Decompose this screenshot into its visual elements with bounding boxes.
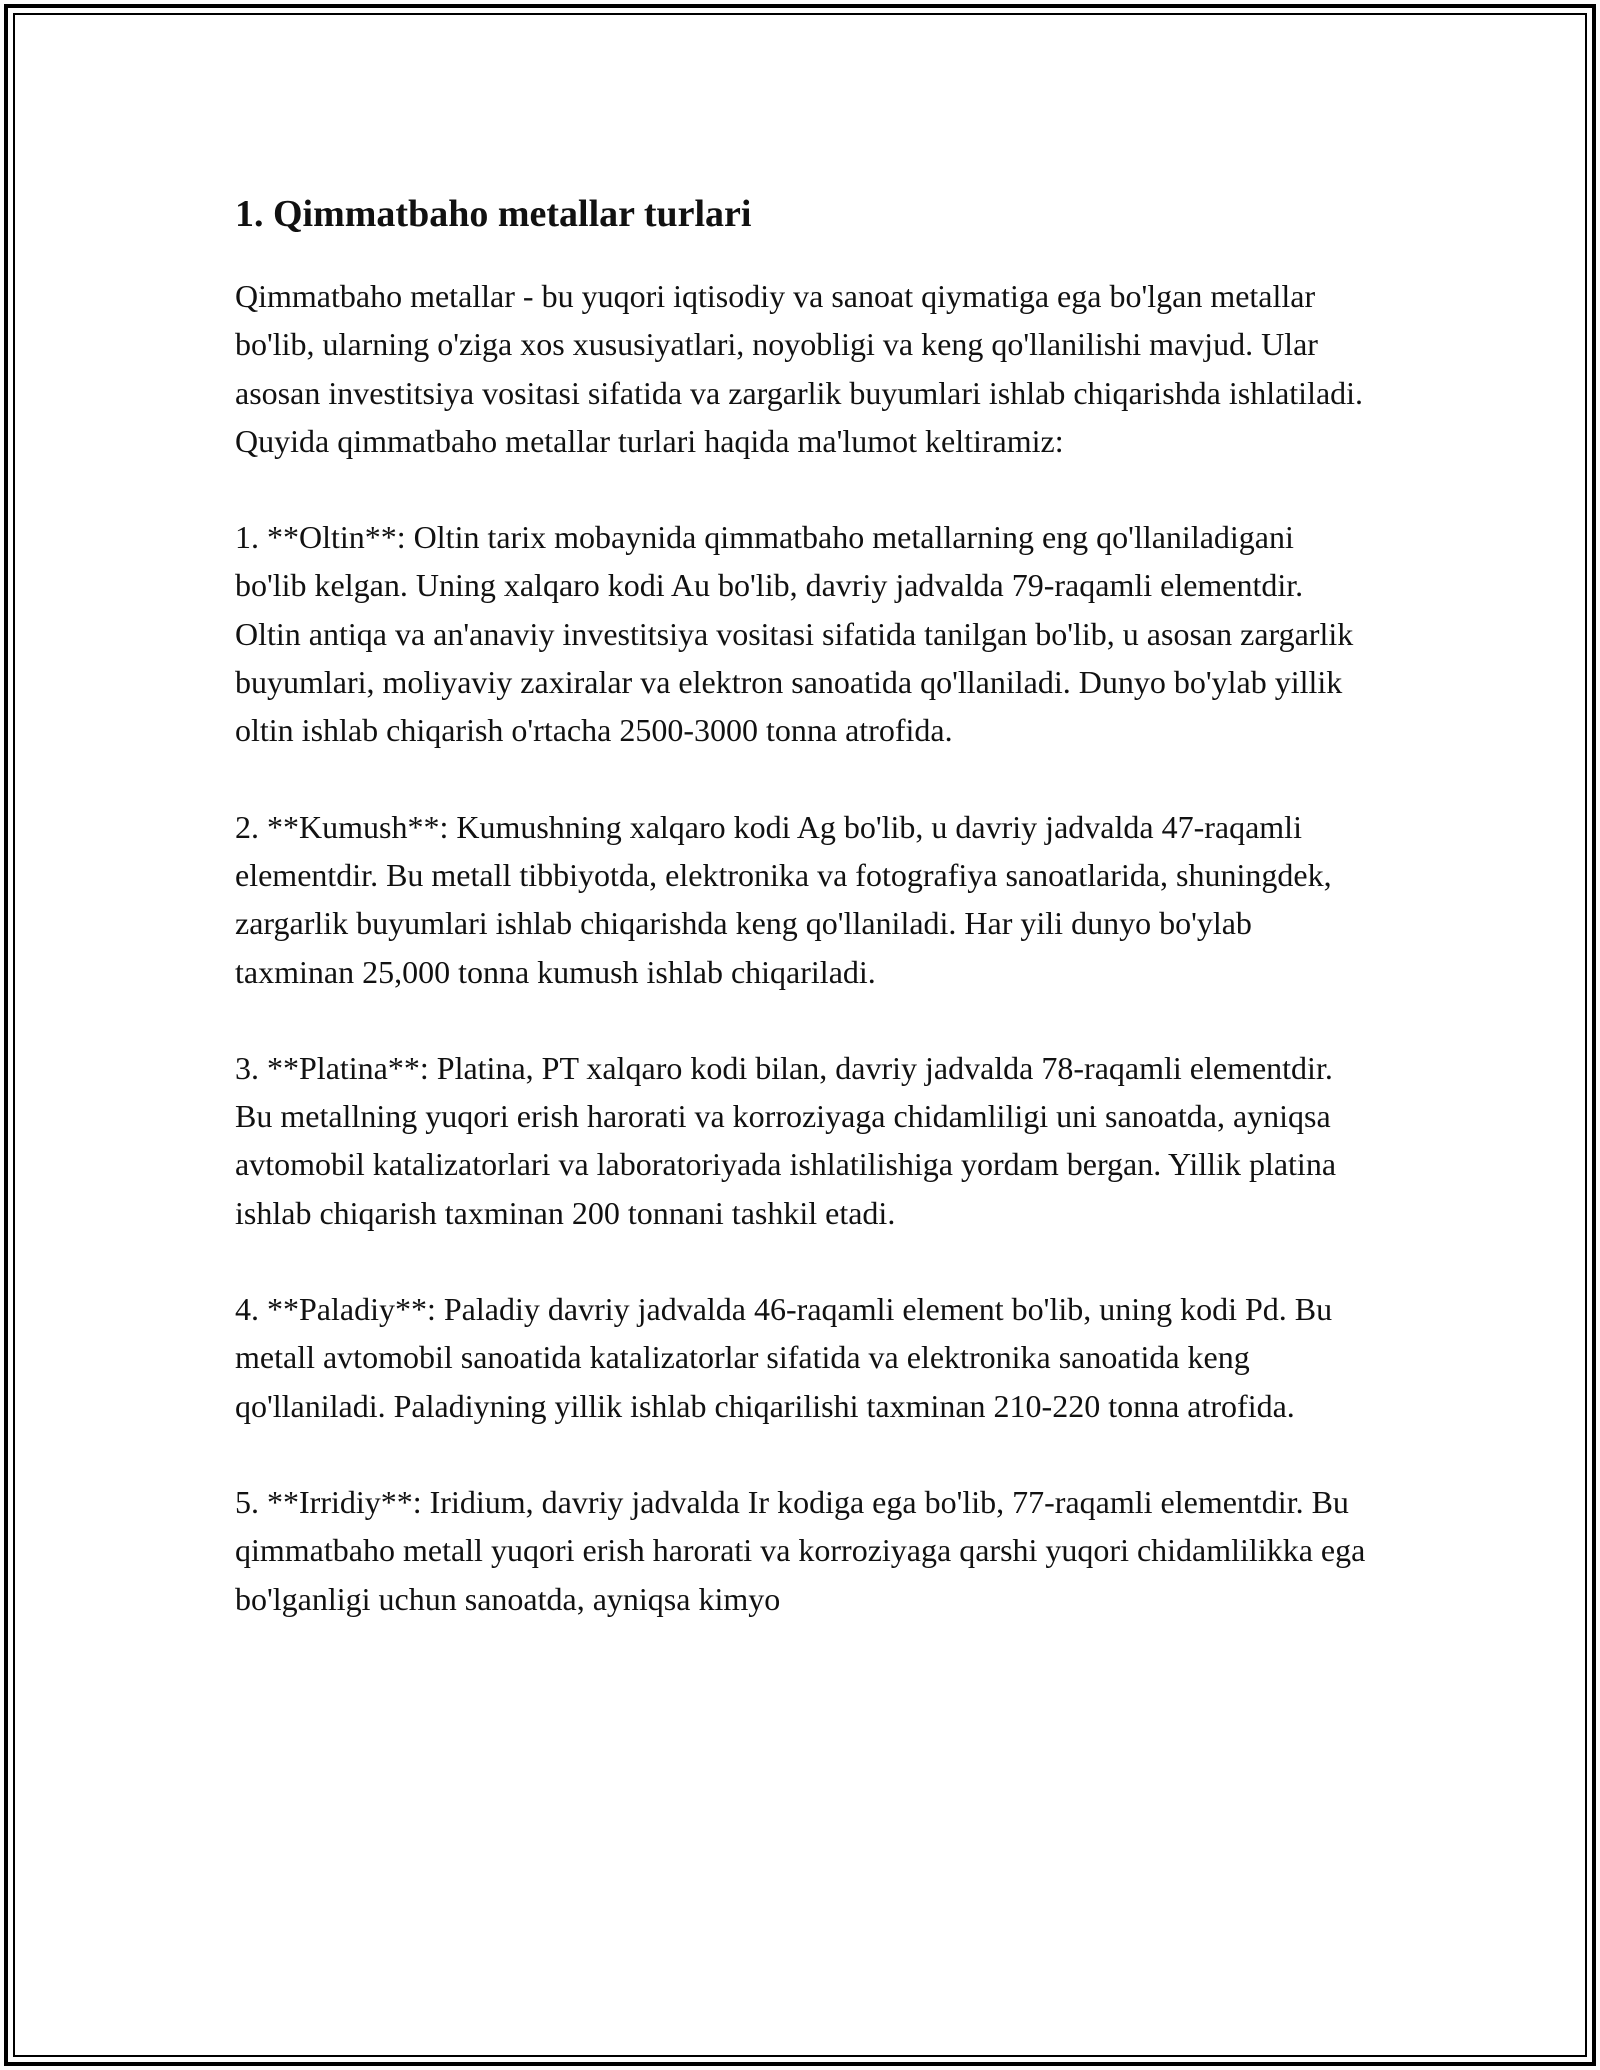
paragraph-iridium: 5. **Irridiy**: Iridium, davriy jadvalda Ir kodiga ega bo'lib, 77-raqamli elementdir. Bu qimmatbaho metall yuqori erish harorati va korroziyaga qarshi yuqori chidamlilikka ega bo'lganligi uchun sanoatda, ayniqsa kimyo xyxy=(235,1483,1366,1617)
intro-paragraph: Qimmatbaho metallar - bu yuqori iqtisodiy va sanoat qiymatiga ega bo'lgan metallar bo'lib, ularning o'ziga xos xususiyatlari, noyobligi va keng qo'llanilishi mavjud. Ular asosan investitsiya vositasi sifatida va zargarlik buyumlari ishlab chiqarishda ishlatiladi. Quyida qimmatbaho metallar turlari haqida ma'lumot keltiramiz: xyxy=(235,278,1364,459)
paragraph-gold: 1. **Oltin**: Oltin tarix mobaynida qimmatbaho metallarning eng qo'llaniladigani bo'lib kelgan. Uning xalqaro kodi Au bo'lib, davriy jadvalda 79-raqamli elementdir. Oltin antiqa va an'anaviy investitsiya vositasi sifatida tanilgan bo'lib, u asosan zargarlik buyumlari, moliyaviy zaxiralar va elektron sanoatida qo'llaniladi. Dunyo bo'ylab yillik oltin ishlab chiqarish o'rtacha 2500-3000 tonna atrofida. xyxy=(235,519,1354,749)
section-heading: 1. Qimmatbaho metallar turlari xyxy=(235,193,752,235)
paragraph-silver: 2. **Kumush**: Kumushning xalqaro kodi Ag bo'lib, u davriy jadvalda 47-raqamli elementdir. Bu metall tibbiyotda, elektronika va fotografiya sanoatlarida, shuningdek, zargarlik buyumlari ishlab chiqarishda keng qo'llaniladi. Har yili dunyo bo'ylab taxminan 25,000 tonna kumush ishlab chiqariladi. xyxy=(235,808,1332,990)
paragraph-platinum: 3. **Platina**: Platina, PT xalqaro kodi bilan, davriy jadvalda 78-raqamli elementdir. Bu metallning yuqori erish harorati va korroziyaga chidamliligi uni sanoatda, ayniqsa avtomobil katalizatorlari va laboratoriyada ishlatilishiga yordam bergan. Yillik platina ishlab chiqarish taxminan 200 tonnani tashkil etadi. xyxy=(235,1049,1337,1231)
document-body xyxy=(235,186,1370,1671)
paragraph-palladium: 4. **Paladiy**: Paladiy davriy jadvalda 46-raqamli element bo'lib, uning kodi Pd. Bu metall avtomobil sanoatida katalizatorlar sifatida va elektronika sanoatida keng qo'llaniladi. Paladiyning yillik ishlab chiqarilishi taxminan 210-220 tonna atrofida. xyxy=(235,1291,1333,1424)
